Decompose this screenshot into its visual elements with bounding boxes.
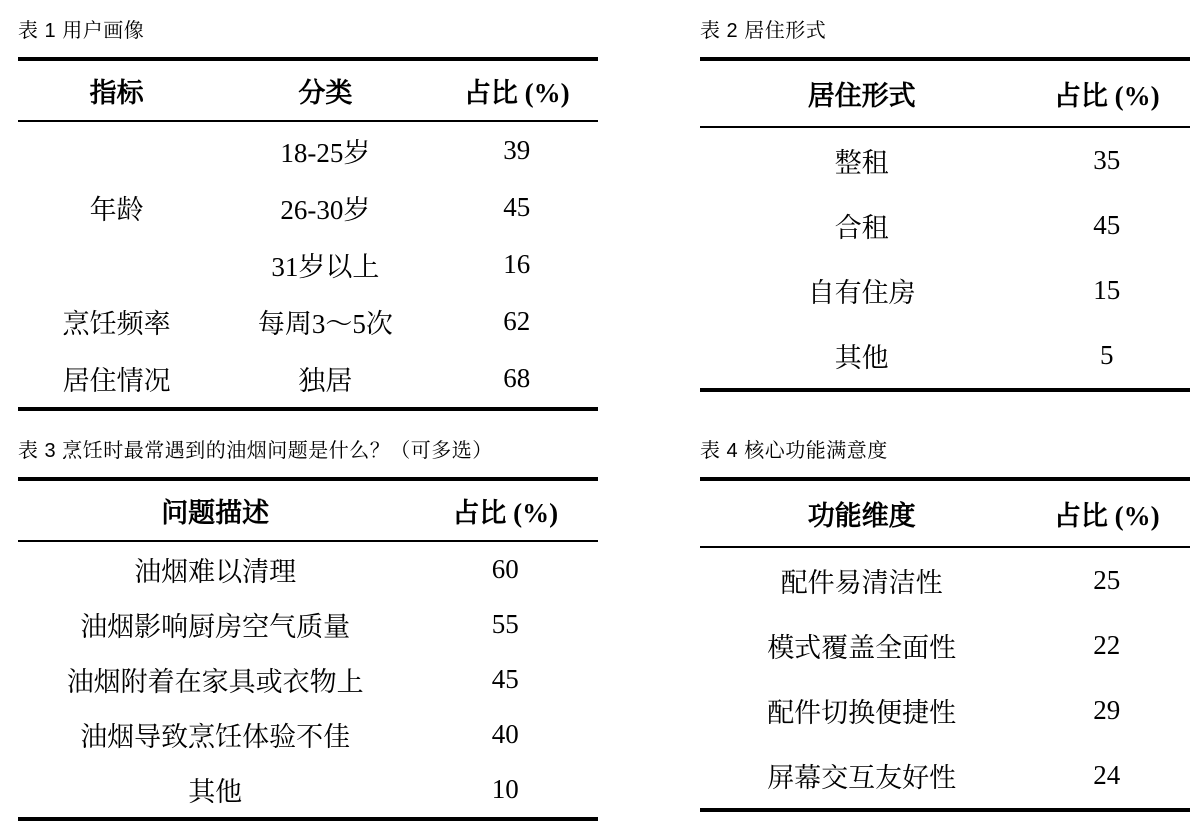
table-3-cell-label: 油烟导致烹饪体验不佳 xyxy=(80,722,351,752)
table-row xyxy=(18,541,598,597)
table-row xyxy=(700,127,1190,193)
table-2-cell-label: 自有住房 xyxy=(807,278,916,308)
table-1-cell-category: 18-25岁 xyxy=(280,138,371,168)
table-row xyxy=(700,547,1190,613)
table-4-cell-percent: 24 xyxy=(1023,743,1190,810)
table-2-cell-label: 整租 xyxy=(834,148,889,178)
table-3-cell-percent: 60 xyxy=(491,554,519,584)
table-4-head xyxy=(700,479,1190,547)
table-row xyxy=(18,597,598,652)
table-3-header-percent: 占比 (%) xyxy=(412,479,598,541)
table-3-block xyxy=(10,434,610,821)
table-3-header-row xyxy=(18,479,598,541)
table-1-header-indicator: 指标 xyxy=(18,59,215,121)
table-3-body xyxy=(18,541,598,819)
table-1-block xyxy=(10,14,610,434)
table-1-body xyxy=(18,121,598,409)
table-4-header-dimension: 功能维度 xyxy=(700,479,1023,547)
table-3-cell-percent: 55 xyxy=(491,609,519,639)
table-4-cell-percent: 25 xyxy=(1093,565,1121,595)
table-2-header-percent: 占比 (%) xyxy=(1023,59,1190,127)
table-1-header-row xyxy=(18,59,598,121)
table-1-cell-percent: 62 xyxy=(503,306,531,336)
table-row xyxy=(700,323,1190,390)
table-1-cell-category: 26-30岁 xyxy=(280,195,371,225)
table-3-cell-label: 油烟影响厨房空气质量 xyxy=(80,612,351,642)
table-1-cell-percent: 68 xyxy=(436,350,598,409)
table-2-cell-percent: 15 xyxy=(1093,275,1121,305)
table-1-cell-category: 31岁以上 xyxy=(271,252,380,282)
table-4-caption: 表 4 核心功能满意度 xyxy=(700,440,888,462)
table-row xyxy=(18,350,598,409)
table-1-cell-category: 每周3～5次 xyxy=(257,309,393,339)
table-1-cell-category: 独居 xyxy=(215,350,435,409)
table-4-cell-label: 配件切换便捷性 xyxy=(767,698,957,728)
table-row xyxy=(18,652,598,707)
table-3-cell-label: 油烟附着在家具或衣物上 xyxy=(66,667,364,697)
table-2-cell-percent: 45 xyxy=(1093,210,1121,240)
table-2-body xyxy=(700,127,1190,390)
table-row xyxy=(18,762,598,819)
table-1-header-percent: 占比 (%) xyxy=(436,59,598,121)
table-2-cell-percent: 5 xyxy=(1023,323,1190,390)
table-2-cell-percent: 35 xyxy=(1093,145,1121,175)
table-3-header-description: 问题描述 xyxy=(18,479,412,541)
table-2-head xyxy=(700,59,1190,127)
table-1-cell-indicator: 烹饪频率 xyxy=(62,309,171,339)
table-4-cell-percent: 29 xyxy=(1093,695,1121,725)
tables-grid xyxy=(10,14,1190,821)
table-4-header-row xyxy=(700,479,1190,547)
table-core-function-satisfaction xyxy=(700,477,1190,812)
table-row xyxy=(700,258,1190,323)
table-row xyxy=(700,678,1190,743)
table-4-body xyxy=(700,547,1190,810)
table-2-cell-label: 其他 xyxy=(700,323,1023,390)
table-3-cell-percent: 10 xyxy=(412,762,598,819)
table-row xyxy=(18,121,598,179)
table-2-block xyxy=(610,14,1200,434)
table-1-cell-percent: 39 xyxy=(503,135,531,165)
table-row xyxy=(700,743,1190,810)
table-row xyxy=(700,613,1190,678)
table-row xyxy=(18,707,598,762)
table-2-header-form: 居住形式 xyxy=(700,59,1023,127)
table-3-cell-label: 油烟难以清理 xyxy=(134,557,297,587)
table-1-head xyxy=(18,59,598,121)
table-3-caption: 表 3 烹饪时最常遇到的油烟问题是什么？（可多选） xyxy=(18,440,493,462)
table-2-cell-label: 合租 xyxy=(834,213,889,243)
table-4-header-percent: 占比 (%) xyxy=(1023,479,1190,547)
table-1-caption: 表 1 用户画像 xyxy=(18,20,145,42)
table-2-caption: 表 2 居住形式 xyxy=(700,20,827,42)
table-3-cell-percent: 40 xyxy=(491,719,519,749)
table-row xyxy=(700,193,1190,258)
table-2-header-row xyxy=(700,59,1190,127)
table-living-form xyxy=(700,57,1190,392)
table-3-cell-percent: 45 xyxy=(491,664,519,694)
table-3-head xyxy=(18,479,598,541)
table-1-cell-percent: 16 xyxy=(503,249,531,279)
table-4-cell-label: 模式覆盖全面性 xyxy=(767,633,957,663)
table-oil-smoke-problems xyxy=(18,477,598,821)
table-4-block xyxy=(610,434,1200,821)
table-1-cell-percent: 45 xyxy=(503,192,531,222)
table-user-profile xyxy=(18,57,598,411)
table-row xyxy=(18,293,598,350)
table-4-cell-label: 屏幕交互友好性 xyxy=(700,743,1023,810)
table-4-cell-percent: 22 xyxy=(1093,630,1121,660)
table-1-header-category: 分类 xyxy=(215,59,435,121)
table-4-cell-label: 配件易清洁性 xyxy=(780,568,943,598)
table-3-cell-label: 其他 xyxy=(18,762,412,819)
table-1-cell-indicator: 居住情况 xyxy=(18,350,215,409)
table-1-cell-indicator-age: 年龄 xyxy=(89,195,144,225)
